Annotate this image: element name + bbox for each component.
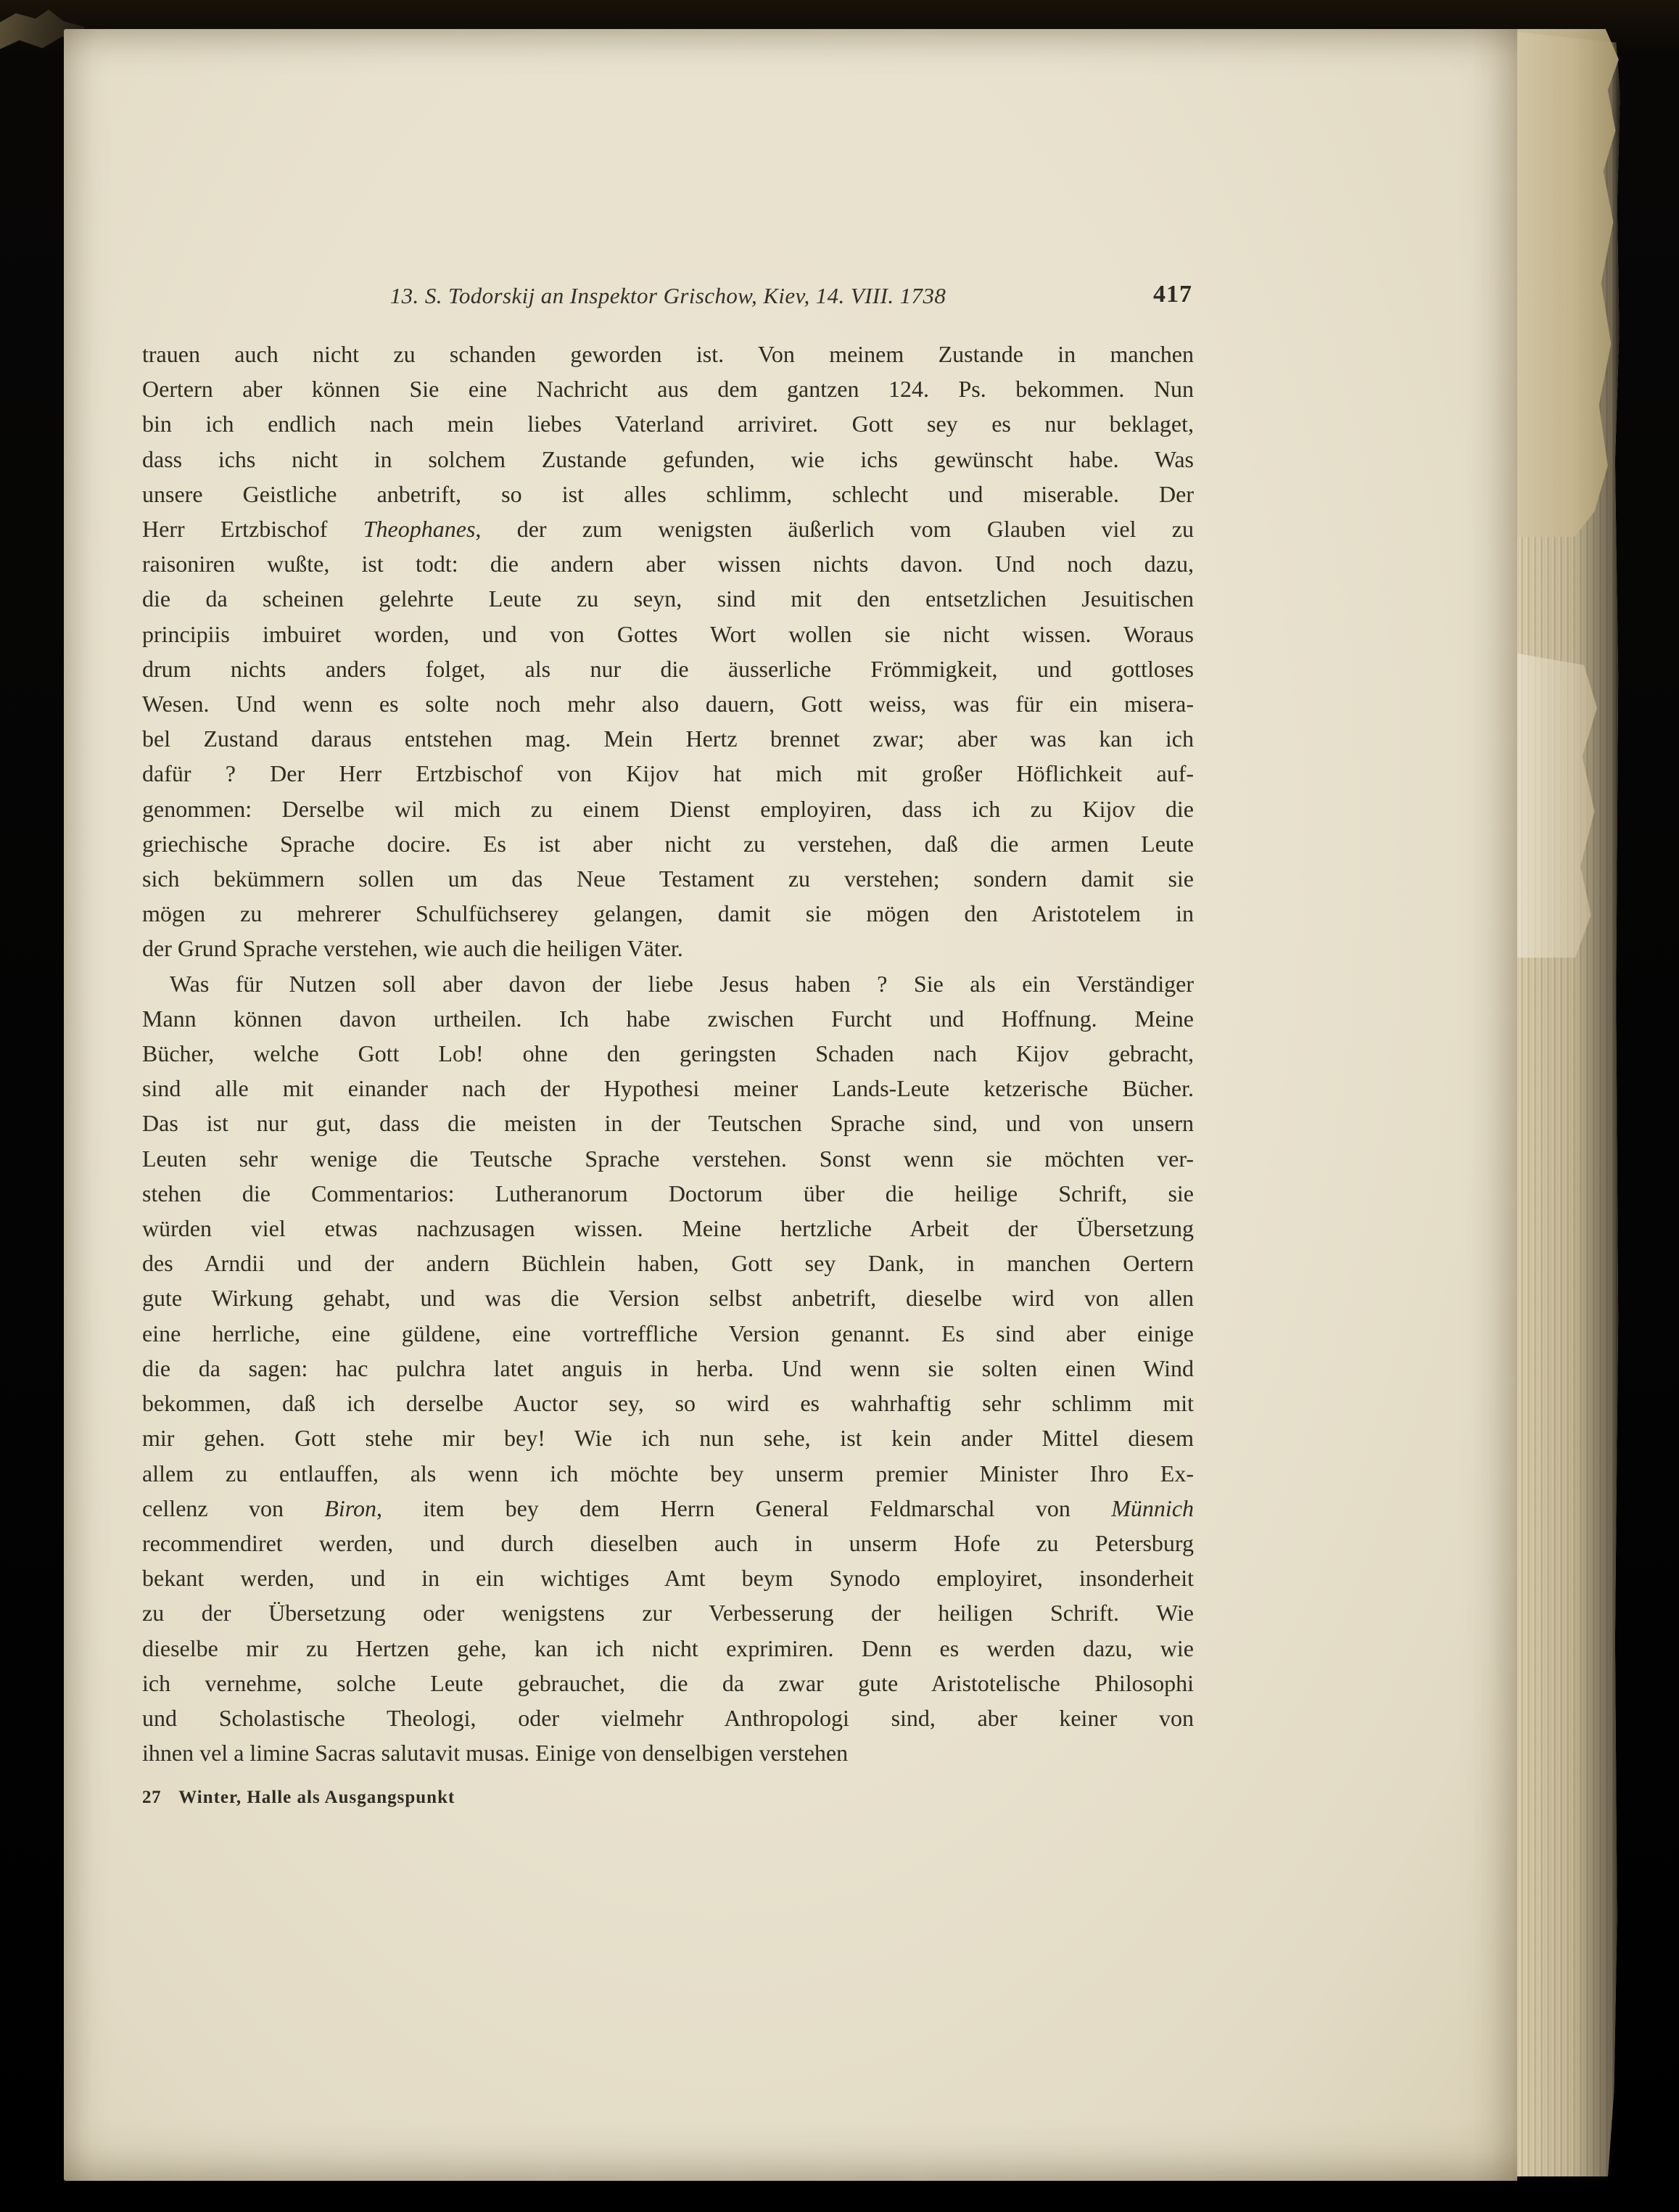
text-line: principiis imbuiret worden, und von Gottes Wort wollen sie nicht wissen. Woraus [142,620,1194,647]
text-line: trauen auch nicht zu schanden geworden ist. Von meinem Zustande in manchen [142,341,1194,367]
text-line: dass ichs nicht in solchem Zustande gefunden, wie ichs gewünscht habe. Was [142,445,1194,472]
text-line: Das ist nur gut, dass die meisten in der Teutschen Sprache sind, und von unsern [142,1110,1194,1137]
text-line: allem zu entlauffen, als wenn ich möchte bey unserm premier Minister Ihro Ex- [142,1460,1194,1487]
torn-page-edges-middle-right [1514,653,1601,958]
text-line: sich bekümmern sollen um das Neue Testament zu verstehen; sondern damit sie [142,866,1194,892]
text-line: dieselbe mir zu Hertzen gehe, kan ich nicht exprimiren. Denn es werden dazu, wie [142,1635,1194,1661]
running-header [142,283,1194,316]
text-line: recommendiret werden, und durch dieselben auch in unserm Hofe zu Petersburg [142,1529,1194,1556]
signature-number: 27 [142,1788,162,1807]
text-line: Oertern aber können Sie eine Nachricht aus dem gantzen 124. Ps. bekommen. Nun [142,376,1194,403]
text-line: ich vernehme, solche Leute gebrauchet, die da zwar gute Aristotelische Philosophi [142,1669,1194,1696]
text-line: Was für Nutzen soll aber davon der liebe Jesus haben ? Sie als ein Verständiger [170,970,1194,997]
page-number: 417 [1153,281,1192,308]
paragraph [142,966,1194,1771]
text-line: Bücher, welche Gott Lob! ohne den geringsten Schaden nach Kijov gebracht, [142,1040,1194,1067]
header-title: 13. S. Todorskij an Inspektor Grischow, Kiev, 14. VIII. 1738 [389,283,946,308]
text-line: bekant werden, und in ein wichtiges Amt beym Synodo employiret, insonderheit [142,1565,1194,1592]
text-line: die da scheinen gelehrte Leute zu seyn, sind mit den entsetzlichen Jesuitischen [142,585,1194,612]
text-line: bekommen, daß ich derselbe Auctor sey, so wird es wahrhaftig sehr schlimm mit [142,1390,1194,1417]
text-line: gute Wirkung gehabt, und was die Version selbst anbetrift, dieselbe wird von allen [142,1285,1194,1312]
text-line: Mann können davon urtheilen. Ich habe zwischen Furcht und Hoffnung. Meine [142,1005,1194,1032]
printer-signature [142,1788,455,1808]
text-line: des Arndii und der andern Büchlein haben, Gott sey Dank, in manchen Oertern [142,1250,1194,1277]
text-line: Wesen. Und wenn es solte noch mehr also dauern, Gott weiss, was für ein misera- [142,691,1194,718]
paragraph [142,337,1194,966]
text-line: raisoniren wußte, ist todt: die andern aber wissen nichts davon. Und noch dazu, [142,551,1194,577]
text-line: griechische Sprache docire. Es ist aber nicht zu verstehen, daß die armen Leute [142,830,1194,857]
text-line: mögen zu mehrerer Schulfüchserey gelangen, damit sie mögen den Aristotelem in [142,900,1194,927]
signature-text: Winter, Halle als Ausgangspunkt [178,1788,455,1807]
text-line: ihnen vel a limine Sacras salutavit musas. Einige von denselbigen verstehen [142,1740,849,1767]
text-line: dafür ? Der Herr Ertzbischof von Kijov hat mich mit großer Höflichkeit auf- [142,760,1194,787]
text-line: und Scholastische Theologi, oder vielmehr Anthropologi sind, aber keiner von [142,1704,1194,1731]
text-line: der Grund Sprache verstehen, wie auch die heiligen Väter. [142,935,683,962]
text-line: mir gehen. Gott stehe mir bey! Wie ich nun sehe, ist kein ander Mittel diesem [142,1425,1194,1452]
text-line: zu der Übersetzung oder wenigstens zur Verbesserung der heiligen Schrift. Wie [142,1600,1194,1627]
text-line: bel Zustand daraus entstehen mag. Mein Hertz brennet zwar; aber was kan ich [142,725,1194,752]
text-line: bin ich endlich nach mein liebes Vaterland arriviret. Gott sey es nur beklaget, [142,411,1194,437]
text-line: sind alle mit einander nach der Hypothesi meiner Lands-Leute ketzerische Bücher. [142,1075,1194,1102]
text-line: eine herrliche, eine güldene, eine vortreffliche Version genannt. Es sind aber einige [142,1320,1194,1346]
text-line: drum nichts anders folget, als nur die äusserliche Frömmigkeit, und gottloses [142,655,1194,682]
text-line: unsere Geistliche anbetrift, so ist alles schlimm, schlecht und miserable. Der [142,480,1194,507]
text-line: Herr Ertzbischof Theophanes, der zum wenigsten äußerlich vom Glauben viel zu [142,516,1195,543]
letter-body [142,337,1194,1770]
text-line: genommen: Derselbe wil mich zu einem Dienst employiren, dass ich zu Kijov die [142,795,1194,822]
text-line: Leuten sehr wenige die Teutsche Sprache verstehen. Sonst wenn sie möchten ver- [142,1145,1194,1172]
text-line: cellenz von Biron, item bey dem Herrn General Feldmarschal von Münnich [142,1494,1195,1521]
text-line: die da sagen: hac pulchra latet anguis in herba. Und wenn sie solten einen Wind [142,1354,1194,1381]
text-line: stehen die Commentarios: Lutheranorum Doctorum über die heilige Schrift, sie [142,1180,1194,1206]
text-line: würden viel etwas nachzusagen wissen. Meine hertzliche Arbeit der Übersetzung [142,1215,1194,1242]
book-page [64,29,1517,2181]
